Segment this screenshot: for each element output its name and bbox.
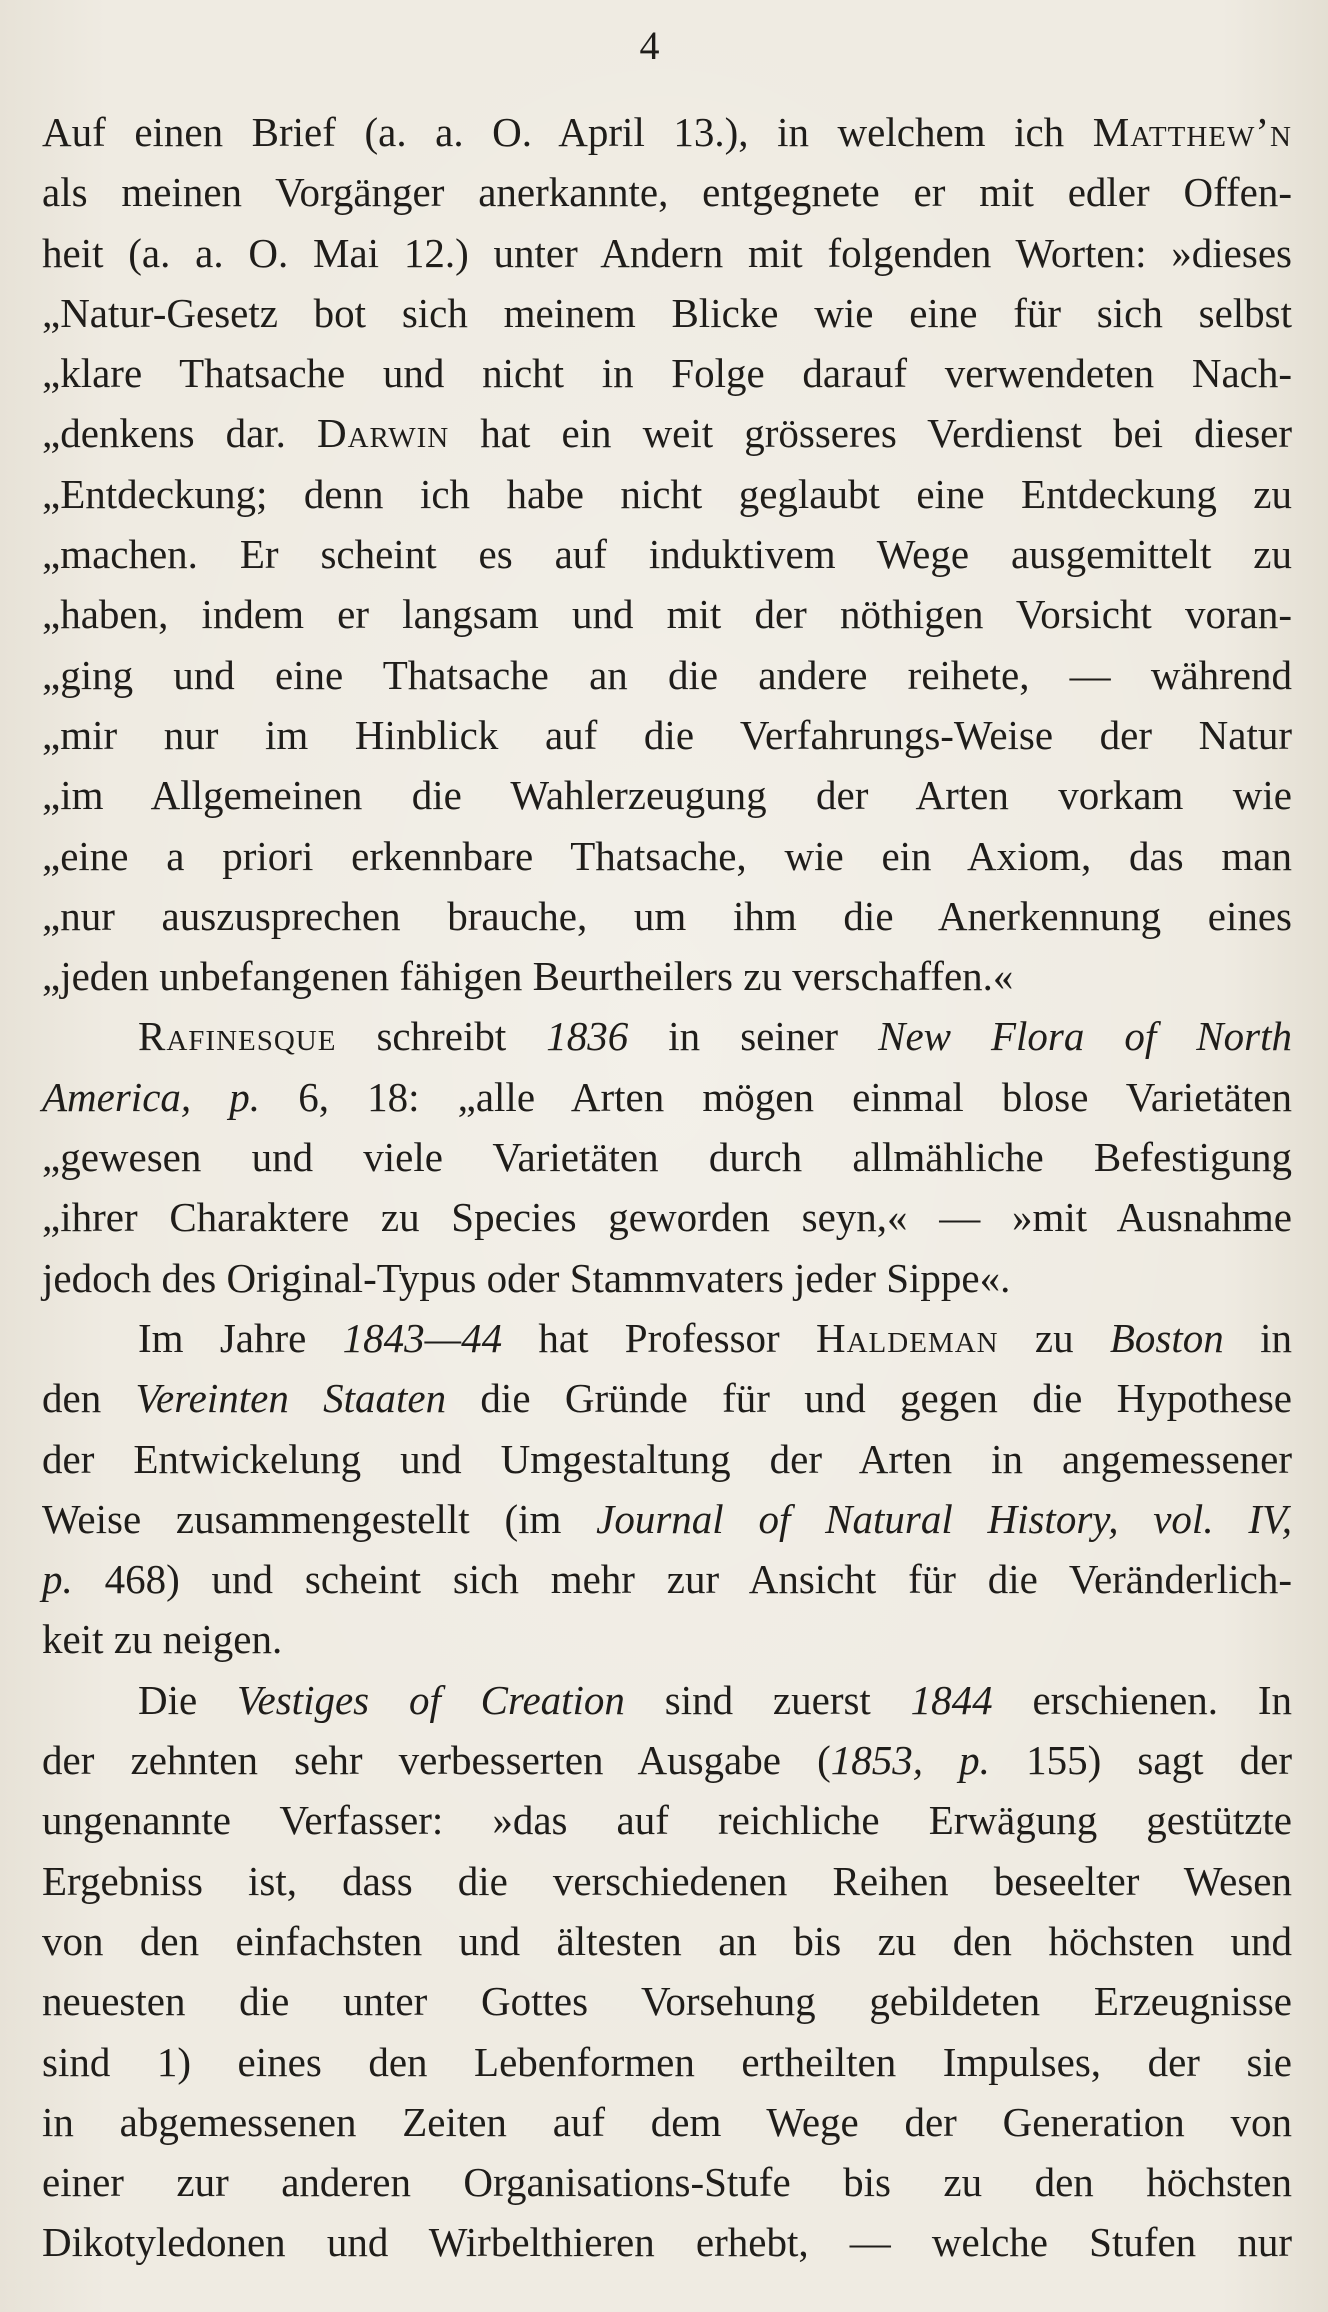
text-line: Weise zusammengestellt (im Journal of Natural History, vol. IV,	[42, 1495, 1293, 1542]
text-line: „ihrer Charaktere zu Species geworden seyn,« — »mit Ausnahme	[42, 1194, 1292, 1241]
text-line: keit zu neigen.	[42, 1616, 283, 1663]
text-line: sind 1) eines den Lebenformen ertheilten Impulses, der sie	[42, 2038, 1292, 2085]
text-line: neuesten die unter Gottes Vorsehung gebildeten Erzeugnisse	[42, 1978, 1292, 2025]
text-line: „denkens dar. Darwin hat ein weit grösseres Verdienst bei dieser	[42, 410, 1292, 457]
text-line: America, p. 6, 18: „alle Arten mögen einmal blose Varietäten	[42, 1073, 1292, 1120]
text-line: p. 468) und scheint sich mehr zur Ansicht für die Veränderlich-	[42, 1556, 1292, 1603]
text-line: in abgemessenen Zeiten auf dem Wege der Generation von	[42, 2098, 1292, 2145]
text-line: jedoch des Original-Typus oder Stammvaters jeder Sippe«.	[42, 1254, 1011, 1301]
text-line: „gewesen und viele Varietäten durch allmähliche Befestigung	[42, 1134, 1292, 1181]
text-line: heit (a. a. O. Mai 12.) unter Andern mit folgenden Worten: »dieses	[42, 229, 1292, 276]
text-line: „haben, indem er langsam und mit der nöthigen Vorsicht voran-	[42, 591, 1292, 638]
text-line: der zehnten sehr verbesserten Ausgabe (1853, p. 155) sagt der	[42, 1737, 1292, 1784]
text-line: Ergebniss ist, dass die verschiedenen Reihen beseelter Wesen	[42, 1857, 1292, 1904]
text-line: von den einfachsten und ältesten an bis zu den höchsten und	[42, 1917, 1292, 1964]
text-line: „ging und eine Thatsache an die andere reihete, — während	[42, 651, 1292, 698]
text-line: „nur auszusprechen brauche, um ihm die Anerkennung eines	[42, 892, 1292, 939]
paragraph-start: Im Jahre 1843—44 hat Professor Haldeman zu Boston in	[138, 1314, 1292, 1361]
text-line: „eine a priori erkennbare Thatsache, wie ein Axiom, das man	[42, 832, 1292, 879]
text-line: Dikotyledonen und Wirbelthieren erhebt, — welche Stufen nur	[42, 2219, 1292, 2266]
text-line: den Vereinten Staaten die Gründe für und gegen die Hypothese	[42, 1375, 1292, 1422]
text-line: „Entdeckung; denn ich habe nicht geglaubt eine Entdeckung zu	[42, 470, 1292, 517]
text-line: Auf einen Brief (a. a. O. April 13.), in welchem ich Matthew’n	[42, 109, 1292, 155]
text-line: ungenannte Verfasser: »das auf reichliche Erwägung gestützte	[42, 1797, 1292, 1844]
text-line: „klare Thatsache und nicht in Folge darauf verwendeten Nach-	[42, 350, 1292, 397]
page-number: 4	[639, 23, 661, 68]
text-line: „Natur-Gesetz bot sich meinem Blicke wie eine für sich selbst	[42, 289, 1292, 336]
text-line: der Entwickelung und Umgestaltung der Arten in angemessener	[42, 1435, 1292, 1482]
body-text	[42, 102, 1292, 2273]
text-line: „jeden unbefangenen fähigen Beurtheilers zu verschaffen.«	[42, 953, 1014, 1000]
text-line: „mir nur im Hinblick auf die Verfahrungs-Weise der Natur	[42, 711, 1292, 758]
text-line: „im Allgemeinen die Wahlerzeugung der Arten vorkam wie	[42, 772, 1292, 819]
text-line: „machen. Er scheint es auf induktivem Wege ausgemittelt zu	[42, 531, 1292, 578]
text-line: als meinen Vorgänger anerkannte, entgegnete er mit edler Offen-	[42, 169, 1292, 216]
paragraph-start: Die Vestiges of Creation sind zuerst 1844 erschienen. In	[138, 1676, 1292, 1723]
paragraph-start: Rafinesque schreibt 1836 in seiner New Flora of North	[138, 1013, 1292, 1060]
text-line: einer zur anderen Organisations-Stufe bis zu den höchsten	[42, 2159, 1292, 2206]
